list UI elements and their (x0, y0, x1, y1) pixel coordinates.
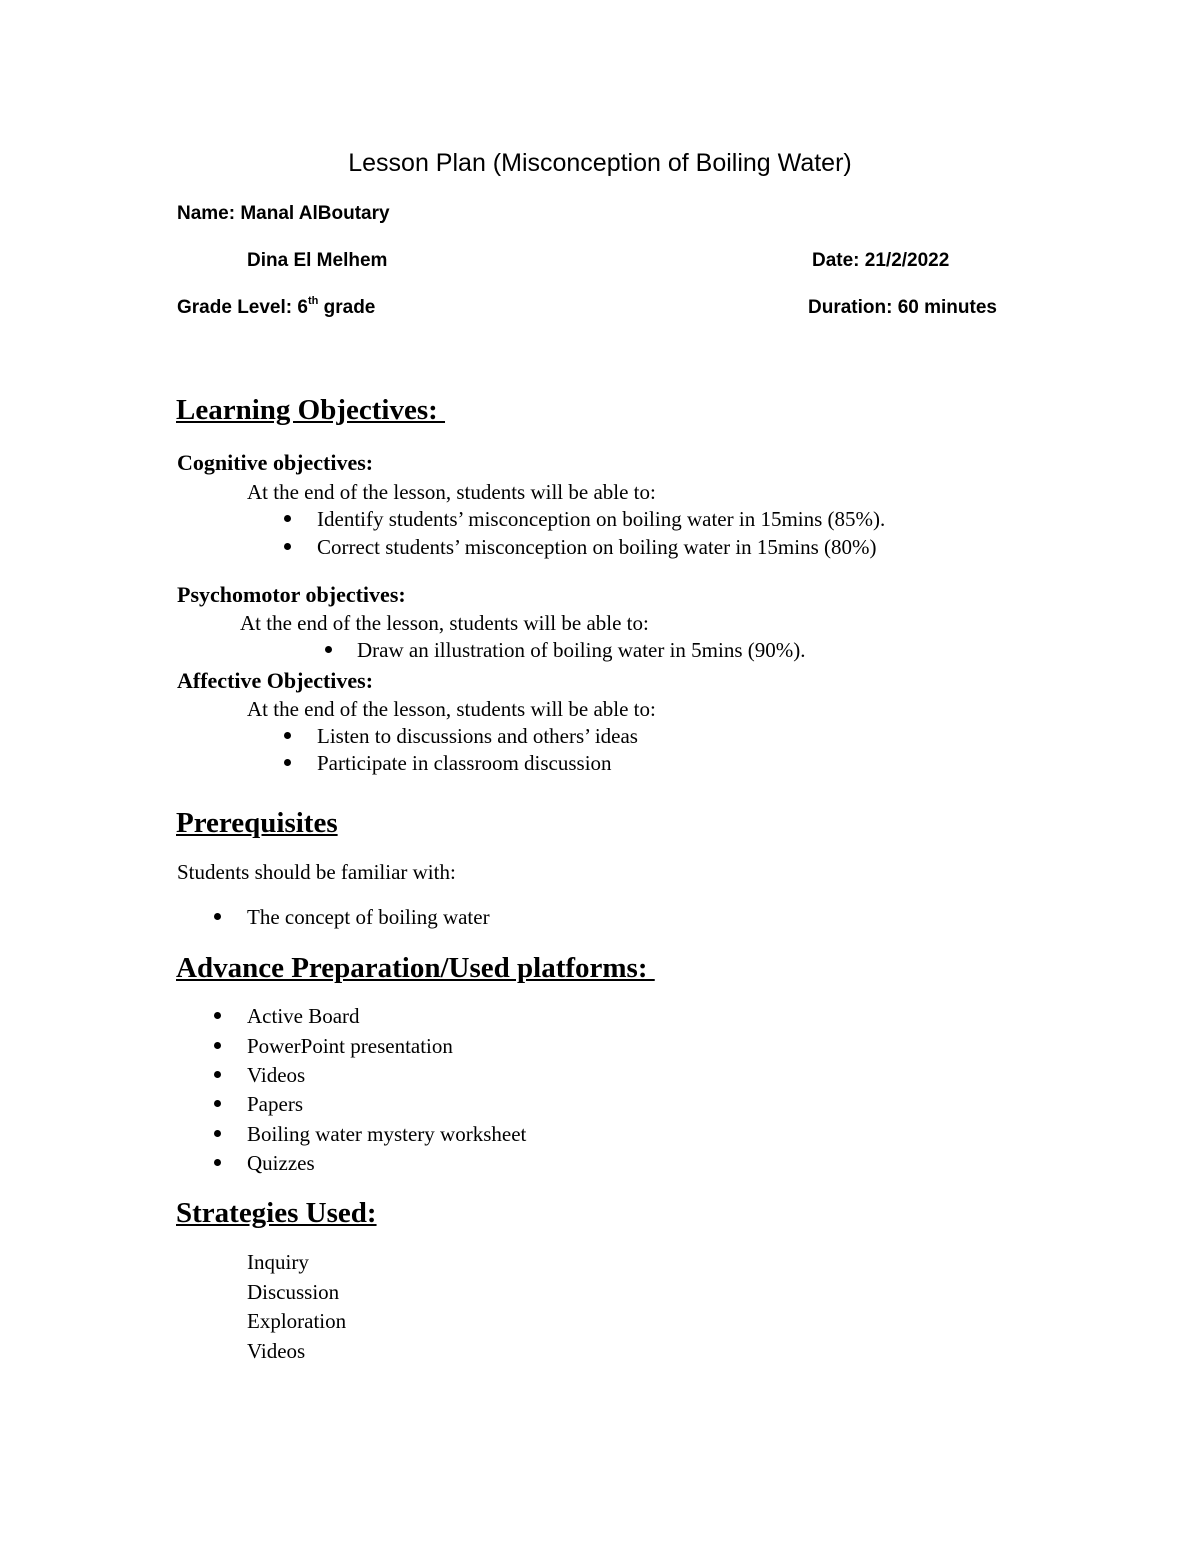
bullet-icon (214, 1071, 221, 1078)
bullet-icon (214, 913, 221, 920)
grade-level-superscript: th (307, 295, 319, 307)
bullet-icon (214, 1159, 221, 1166)
prerequisites-heading: Prerequisites (176, 807, 338, 839)
bullet-icon (284, 732, 291, 739)
cognitive-item: Identify students’ misconception on boiling water in 15mins (85%). (317, 507, 886, 531)
cognitive-item: Correct students’ misconception on boiling water in 15mins (80%) (317, 535, 877, 559)
preparation-heading: Advance Preparation/Used platforms: (176, 952, 655, 984)
bullet-icon (284, 515, 291, 522)
psychomotor-item: Draw an illustration of boiling water in 5mins (90%). (357, 638, 806, 662)
date-field: Date: 21/2/2022 (812, 250, 950, 271)
duration-field: Duration: 60 minutes (808, 297, 997, 318)
bullet-icon (284, 759, 291, 766)
bullet-icon (214, 1012, 221, 1019)
learning-objectives-heading: Learning Objectives: (176, 394, 446, 426)
grade-level-prefix: Grade Level: 6 (177, 297, 308, 318)
page-title: Lesson Plan (Misconception of Boiling Water) (348, 149, 852, 177)
strategy-item: Videos (247, 1339, 306, 1363)
psychomotor-intro: At the end of the lesson, students will be able to: (240, 611, 649, 635)
grade-level-suffix: grade (318, 297, 376, 318)
name-field: Name: Manal AlBoutary (177, 203, 390, 224)
strategies-heading: Strategies Used: (176, 1197, 377, 1229)
strategy-item: Exploration (247, 1309, 347, 1333)
prerequisites-intro: Students should be familiar with: (177, 860, 456, 884)
preparation-item: Papers (247, 1092, 303, 1116)
strategy-item: Inquiry (247, 1250, 309, 1274)
cognitive-intro: At the end of the lesson, students will be able to: (247, 480, 656, 504)
bullet-icon (214, 1042, 221, 1049)
second-name-field: Dina El Melhem (247, 250, 388, 271)
bullet-icon (284, 543, 291, 550)
bullet-icon (325, 646, 332, 653)
bullet-icon (214, 1100, 221, 1107)
strategy-item: Discussion (247, 1280, 340, 1304)
preparation-item: PowerPoint presentation (247, 1034, 453, 1058)
preparation-item: Videos (247, 1063, 306, 1087)
affective-objectives-heading: Affective Objectives: (177, 668, 374, 693)
bullet-icon (214, 1130, 221, 1137)
psychomotor-objectives-heading: Psychomotor objectives: (177, 582, 406, 607)
affective-item: Listen to discussions and others’ ideas (317, 724, 638, 748)
preparation-item: Quizzes (247, 1151, 315, 1175)
preparation-item: Boiling water mystery worksheet (247, 1122, 527, 1146)
preparation-item: Active Board (247, 1004, 360, 1028)
affective-item: Participate in classroom discussion (317, 751, 612, 775)
grade-level-field (177, 295, 375, 321)
prerequisite-item: The concept of boiling water (247, 905, 490, 929)
affective-intro: At the end of the lesson, students will be able to: (247, 697, 656, 721)
cognitive-objectives-heading: Cognitive objectives: (177, 450, 374, 475)
